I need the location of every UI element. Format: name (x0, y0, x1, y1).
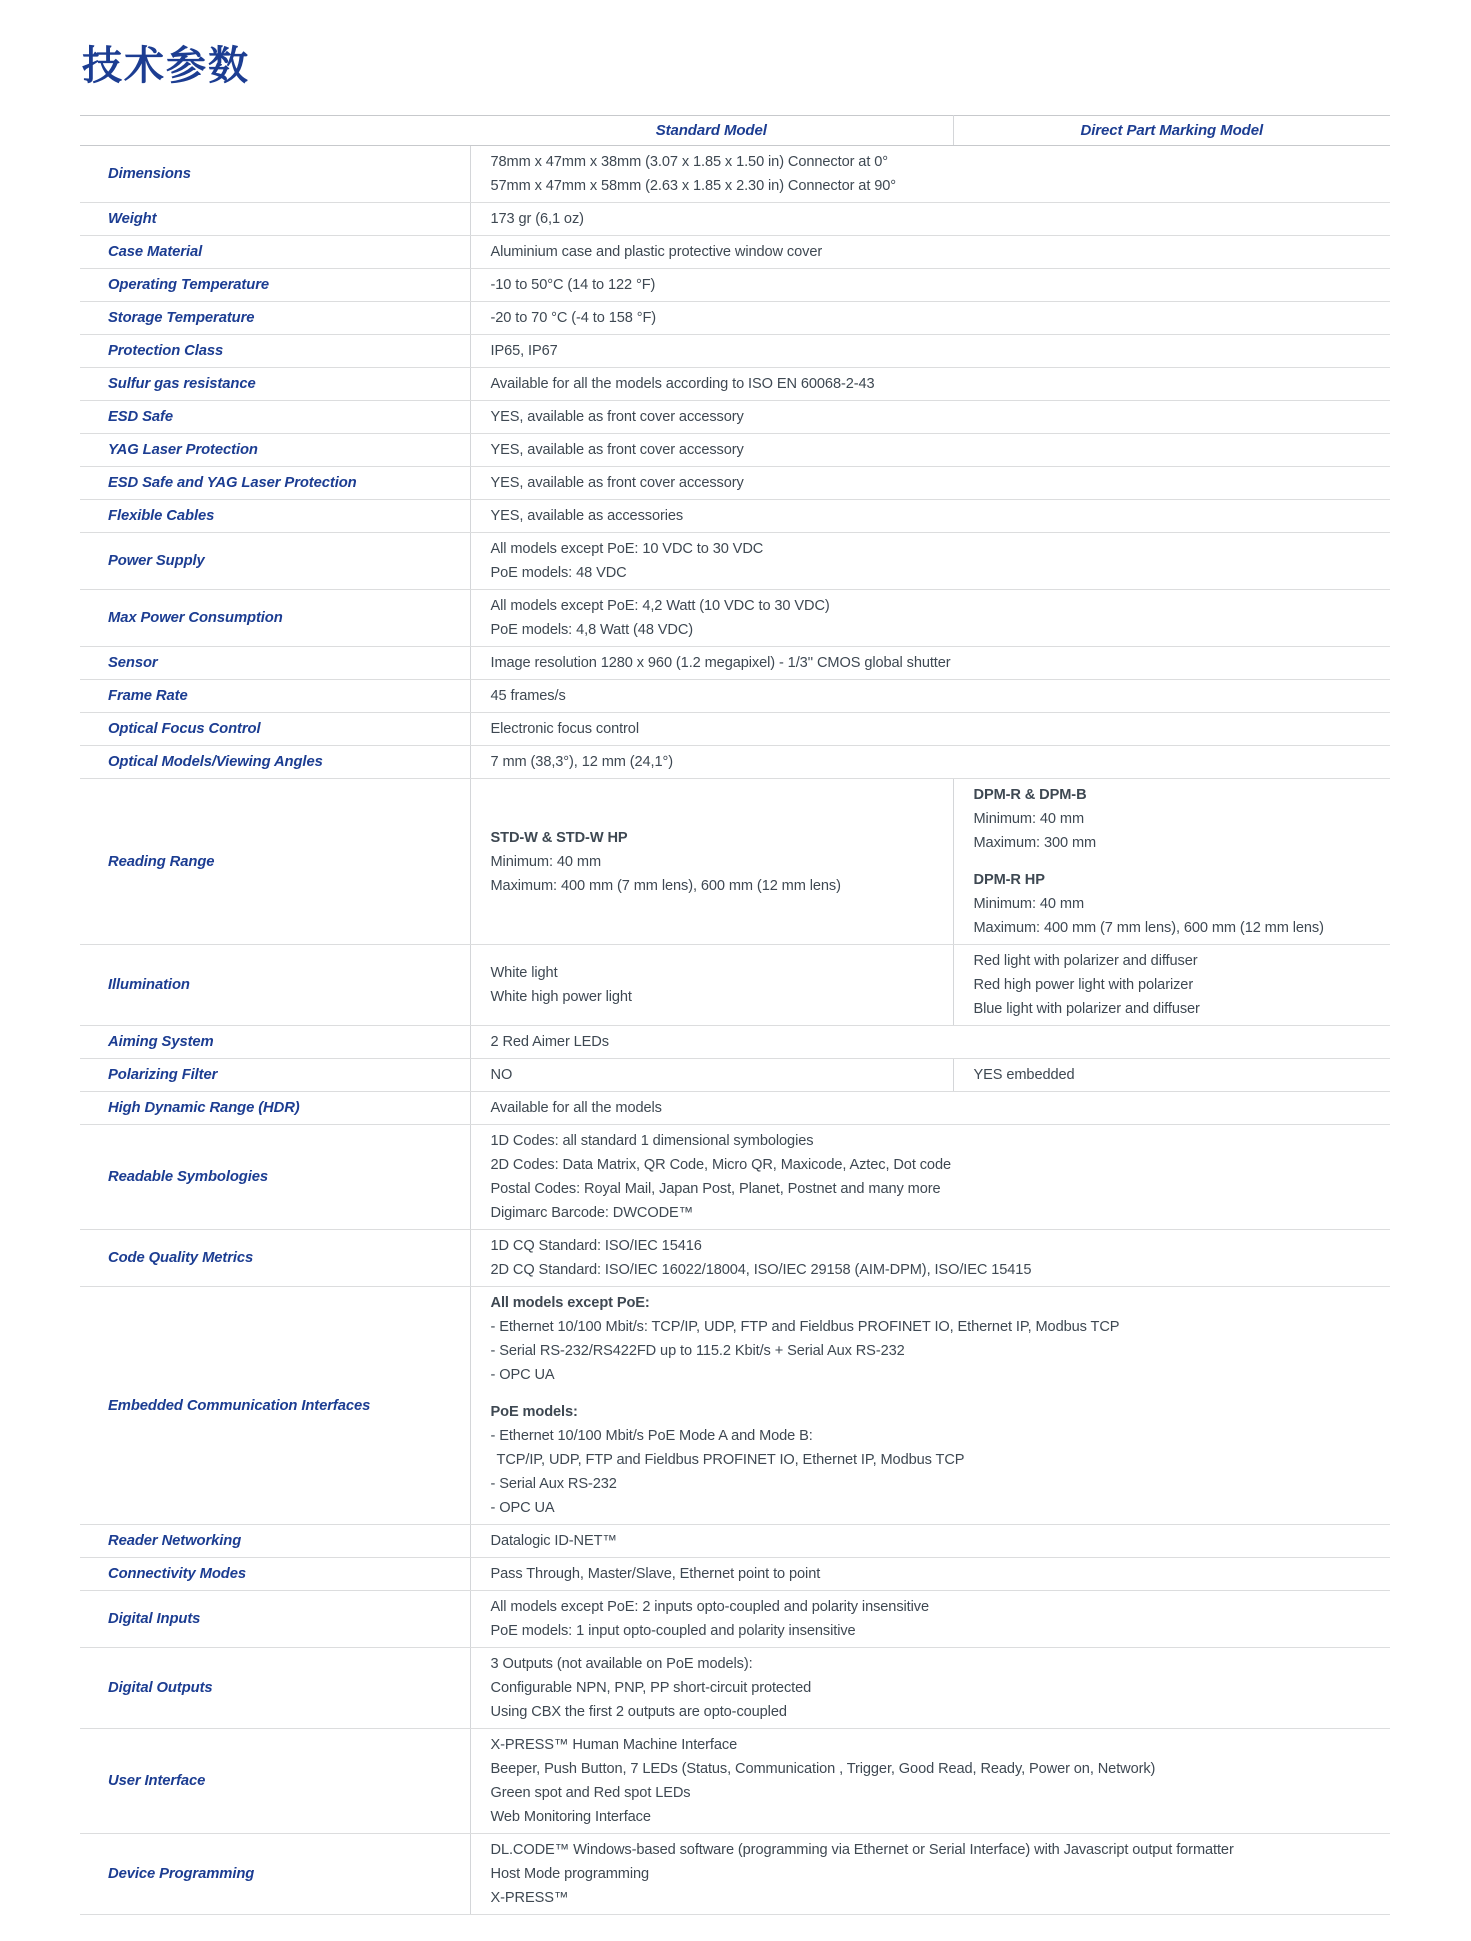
spec-line: PoE models: (490, 1404, 578, 1420)
spec-row (80, 1230, 1390, 1287)
spec-value-standard (470, 1092, 1390, 1125)
spec-label: Dimensions (80, 146, 470, 203)
spec-label: Optical Models/Viewing Angles (80, 746, 470, 779)
spec-line: - Ethernet 10/100 Mbit/s PoE Mode A and Mode B: (490, 1428, 813, 1444)
spec-line: Aluminium case and plastic protective window cover (490, 244, 823, 260)
spec-row (80, 1525, 1390, 1558)
spec-line: Datalogic ID-NET™ (490, 1533, 617, 1549)
spec-label: Flexible Cables (80, 500, 470, 533)
spec-row (80, 467, 1390, 500)
spec-line: TCP/IP, UDP, FTP and Fieldbus PROFINET IO, Ethernet IP, Modbus TCP (496, 1452, 965, 1468)
spec-line: PoE models: 1 input opto-coupled and polarity insensitive (490, 1623, 856, 1639)
spec-label: Frame Rate (80, 680, 470, 713)
spec-value-dpm (953, 779, 1390, 945)
spec-value-standard (470, 1230, 1390, 1287)
spec-label: Max Power Consumption (80, 590, 470, 647)
spec-value-standard (470, 647, 1390, 680)
spec-line: Available for all the models according to ISO EN 60068-2-43 (490, 376, 875, 392)
spec-label: Protection Class (80, 335, 470, 368)
spec-line: All models except PoE: 4,2 Watt (10 VDC to 30 VDC) (490, 598, 830, 614)
spec-label: Aiming System (80, 1026, 470, 1059)
spec-value-standard (470, 401, 1390, 434)
spec-value-standard (470, 335, 1390, 368)
spec-line: -20 to 70 °C (-4 to 158 °F) (490, 310, 657, 326)
spec-value-dpm (953, 945, 1390, 1026)
spec-label: Weight (80, 203, 470, 236)
spec-line: 173 gr (6,1 oz) (490, 211, 584, 227)
spec-row (80, 1125, 1390, 1230)
spec-value-standard (470, 1729, 1390, 1834)
spec-value-standard (470, 1834, 1390, 1915)
spec-label: High Dynamic Range (HDR) (80, 1092, 470, 1125)
spec-value-standard (470, 1287, 1390, 1525)
spec-label: Readable Symbologies (80, 1125, 470, 1230)
spec-line: All models except PoE: 2 inputs opto-coupled and polarity insensitive (490, 1599, 929, 1615)
spec-value-standard (470, 434, 1390, 467)
spec-line: YES, available as front cover accessory (490, 475, 744, 491)
spec-label: Device Programming (80, 1834, 470, 1915)
spec-row (80, 779, 1390, 945)
spec-line: Red high power light with polarizer (973, 977, 1194, 993)
spec-line (491, 1387, 1377, 1400)
spec-line: White light (490, 965, 558, 981)
spec-row (80, 434, 1390, 467)
spec-line: 7 mm (38,3°), 12 mm (24,1°) (490, 754, 674, 770)
spec-value-standard (470, 269, 1390, 302)
spec-value-standard (470, 368, 1390, 401)
column-header-standard-model: Standard Model (470, 116, 953, 146)
spec-row (80, 680, 1390, 713)
spec-line (974, 855, 1377, 868)
spec-label: Optical Focus Control (80, 713, 470, 746)
spec-line: DL.CODE™ Windows-based software (programming via Ethernet or Serial Interface) with Javascript output formatter (490, 1842, 1234, 1858)
spec-line: YES, available as front cover accessory (490, 442, 744, 458)
column-header-dpm-model: Direct Part Marking Model (953, 116, 1390, 146)
spec-value-standard (470, 1648, 1390, 1729)
spec-row (80, 1558, 1390, 1591)
spec-label: Embedded Communication Interfaces (80, 1287, 470, 1525)
spec-label: YAG Laser Protection (80, 434, 470, 467)
spec-value-standard (470, 146, 1390, 203)
spec-line: Blue light with polarizer and diffuser (973, 1001, 1200, 1017)
spec-line: Electronic focus control (490, 721, 639, 737)
spec-line: Postal Codes: Royal Mail, Japan Post, Planet, Postnet and many more (490, 1181, 941, 1197)
spec-label: Code Quality Metrics (80, 1230, 470, 1287)
spec-label: Storage Temperature (80, 302, 470, 335)
spec-line: Pass Through, Master/Slave, Ethernet point to point (490, 1566, 821, 1582)
spec-value-standard (470, 590, 1390, 647)
page-title: 技术参数 (82, 44, 250, 88)
spec-line: All models except PoE: (490, 1295, 650, 1311)
spec-value-standard (470, 467, 1390, 500)
spec-row (80, 1092, 1390, 1125)
spec-label: Reading Range (80, 779, 470, 945)
spec-line: STD-W & STD-W HP (490, 829, 628, 846)
spec-line: 1D Codes: all standard 1 dimensional symbologies (490, 1133, 814, 1149)
spec-line: Red light with polarizer and diffuser (973, 953, 1198, 969)
spec-value-standard (470, 746, 1390, 779)
spec-row (80, 302, 1390, 335)
spec-line: - Serial RS-232/RS422FD up to 115.2 Kbit/s + Serial Aux RS-232 (490, 1343, 905, 1359)
spec-row (80, 269, 1390, 302)
spec-line: Minimum: 40 mm (490, 853, 601, 870)
spec-line: 1D CQ Standard: ISO/IEC 15416 (490, 1238, 702, 1254)
spec-line: Image resolution 1280 x 960 (1.2 megapixel) - 1/3'' CMOS global shutter (490, 655, 951, 671)
spec-line: Host Mode programming (490, 1866, 649, 1882)
spec-line: Maximum: 400 mm (7 mm lens), 600 mm (12 mm lens) (490, 877, 841, 894)
spec-row (80, 1834, 1390, 1915)
spec-value-standard (470, 1591, 1390, 1648)
header-row (80, 116, 1390, 146)
spec-row (80, 647, 1390, 680)
spec-value-standard (470, 1125, 1390, 1230)
spec-label: User Interface (80, 1729, 470, 1834)
spec-value-standard (470, 533, 1390, 590)
spec-line: PoE models: 4,8 Watt (48 VDC) (490, 622, 694, 638)
spec-table-body (80, 146, 1390, 1915)
spec-value-standard (470, 1558, 1390, 1591)
spec-label: ESD Safe (80, 401, 470, 434)
spec-row (80, 368, 1390, 401)
spec-label: Digital Inputs (80, 1591, 470, 1648)
spec-line: DPM-R HP (973, 872, 1045, 888)
spec-label: Polarizing Filter (80, 1059, 470, 1092)
spec-line: 2 Red Aimer LEDs (490, 1034, 609, 1050)
spec-line: - Serial Aux RS-232 (490, 1476, 617, 1492)
spec-label: Illumination (80, 945, 470, 1026)
spec-row (80, 533, 1390, 590)
spec-line: - OPC UA (490, 1367, 555, 1383)
spec-value-dpm (953, 1059, 1390, 1092)
spec-line: DPM-R & DPM-B (973, 787, 1087, 803)
spec-line: White high power light (490, 989, 632, 1005)
column-header-parameter (80, 116, 470, 146)
spec-line: YES embedded (973, 1067, 1075, 1083)
spec-line: Configurable NPN, PNP, PP short-circuit protected (490, 1680, 812, 1696)
spec-line: 2D Codes: Data Matrix, QR Code, Micro QR, Maxicode, Aztec, Dot code (490, 1157, 951, 1173)
spec-row (80, 401, 1390, 434)
spec-line: Web Monitoring Interface (490, 1809, 651, 1825)
spec-value-standard (470, 1026, 1390, 1059)
spec-line: Green spot and Red spot LEDs (490, 1785, 691, 1801)
spec-value-standard (470, 680, 1390, 713)
spec-row (80, 146, 1390, 203)
spec-row (80, 335, 1390, 368)
spec-row (80, 590, 1390, 647)
spec-line: X-PRESS™ Human Machine Interface (490, 1737, 738, 1753)
spec-line: All models except PoE: 10 VDC to 30 VDC (490, 541, 764, 557)
spec-row (80, 1287, 1390, 1525)
spec-line: PoE models: 48 VDC (490, 565, 627, 581)
spec-row (80, 1059, 1390, 1092)
spec-line: 78mm x 47mm x 38mm (3.07 x 1.85 x 1.50 in) Connector at 0° (490, 154, 888, 170)
spec-line: Using CBX the first 2 outputs are opto-coupled (490, 1704, 787, 1720)
spec-value-standard (470, 302, 1390, 335)
spec-label: Sensor (80, 647, 470, 680)
spec-line: IP65, IP67 (490, 343, 558, 359)
spec-label: Connectivity Modes (80, 1558, 470, 1591)
spec-row (80, 1648, 1390, 1729)
spec-table (80, 115, 1390, 1915)
spec-label: Digital Outputs (80, 1648, 470, 1729)
spec-line: 57mm x 47mm x 58mm (2.63 x 1.85 x 2.30 in) Connector at 90° (490, 178, 896, 194)
spec-line: Beeper, Push Button, 7 LEDs (Status, Communication , Trigger, Good Read, Ready, Power on, Network) (490, 1761, 1156, 1777)
spec-line: 2D CQ Standard: ISO/IEC 16022/18004, ISO/IEC 29158 (AIM-DPM), ISO/IEC 15415 (490, 1262, 1032, 1278)
spec-value-standard (470, 236, 1390, 269)
spec-row (80, 236, 1390, 269)
spec-line: -10 to 50°C (14 to 122 °F) (490, 277, 656, 293)
spec-label: Power Supply (80, 533, 470, 590)
spec-value-standard (470, 713, 1390, 746)
spec-value-standard (470, 203, 1390, 236)
spec-value-standard (470, 779, 953, 945)
spec-row (80, 746, 1390, 779)
spec-row (80, 1729, 1390, 1834)
spec-row (80, 203, 1390, 236)
spec-line: 3 Outputs (not available on PoE models): (490, 1656, 753, 1672)
spec-line: Available for all the models (490, 1100, 662, 1116)
spec-line: Digimarc Barcode: DWCODE™ (490, 1205, 694, 1221)
spec-table-header (80, 116, 1390, 146)
spec-line: 45 frames/s (490, 688, 566, 704)
spec-label: ESD Safe and YAG Laser Protection (80, 467, 470, 500)
spec-label: Operating Temperature (80, 269, 470, 302)
spec-value-standard (470, 945, 953, 1026)
spec-label: Reader Networking (80, 1525, 470, 1558)
spec-line: - OPC UA (490, 1500, 555, 1516)
spec-line: Maximum: 400 mm (7 mm lens), 600 mm (12 mm lens) (973, 920, 1324, 936)
spec-line: Maximum: 300 mm (973, 835, 1097, 851)
spec-value-standard (470, 1059, 953, 1092)
spec-line: X-PRESS™ (490, 1890, 569, 1906)
spec-line: NO (490, 1067, 513, 1083)
spec-row (80, 1026, 1390, 1059)
spec-line: - Ethernet 10/100 Mbit/s: TCP/IP, UDP, FTP and Fieldbus PROFINET IO, Ethernet IP, Modbus TCP (490, 1319, 1120, 1335)
spec-row (80, 945, 1390, 1026)
spec-line: Minimum: 40 mm (973, 811, 1084, 827)
spec-label: Sulfur gas resistance (80, 368, 470, 401)
spec-value-standard (470, 500, 1390, 533)
spec-row (80, 500, 1390, 533)
spec-value-standard (470, 1525, 1390, 1558)
spec-line: YES, available as front cover accessory (490, 409, 744, 425)
spec-row (80, 1591, 1390, 1648)
spec-line: YES, available as accessories (490, 508, 684, 524)
spec-row (80, 713, 1390, 746)
spec-label: Case Material (80, 236, 470, 269)
spec-line: Minimum: 40 mm (973, 896, 1084, 912)
